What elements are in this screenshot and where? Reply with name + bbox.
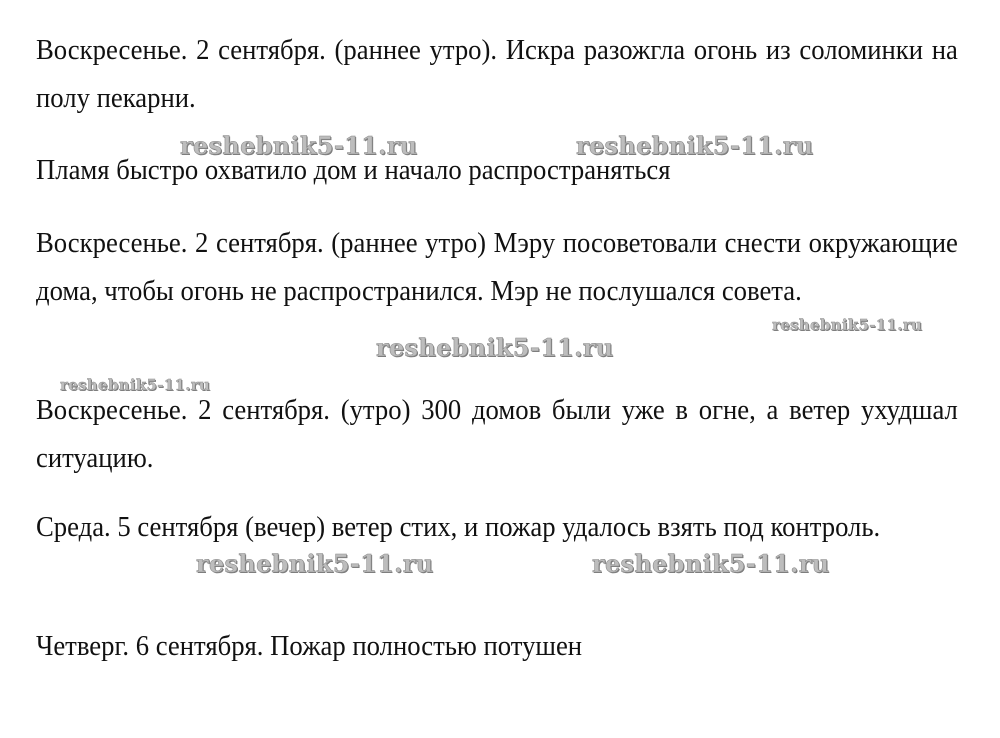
paragraph-5: Среда. 5 сентября (вечер) ветер стих, и пожар удалось взять под контроль. [36, 511, 881, 543]
watermark-text: reshebnik5-11.ru [376, 333, 614, 362]
watermark-text: reshebnik5-11.ru [196, 549, 434, 578]
watermark-text: reshebnik5-11.ru [592, 549, 830, 578]
watermark-text: reshebnik5-11.ru [772, 316, 923, 334]
watermark-text: reshebnik5-11.ru [180, 131, 418, 160]
paragraph-6: Четверг. 6 сентября. Пожар полностью потушен [36, 630, 583, 662]
paragraph-3: Воскресенье. 2 сентября. (раннее утро) Мэру посоветовали снести окружающие дома, чтобы огонь не распространился. Мэр не послушался совета. [36, 227, 958, 307]
paragraph-2: Пламя быстро охватило дом и начало распространяться [36, 154, 671, 186]
paragraph-1: Воскресенье. 2 сентября. (раннее утро). Искра разожгла огонь из соломинки на полу пекарни. [36, 34, 958, 114]
watermark-text: reshebnik5-11.ru [60, 376, 211, 394]
watermark-text: reshebnik5-11.ru [576, 131, 814, 160]
paragraph-4: Воскресенье. 2 сентября. (утро) 300 домов были уже в огне, а ветер ухудшал ситуацию. [36, 394, 958, 474]
